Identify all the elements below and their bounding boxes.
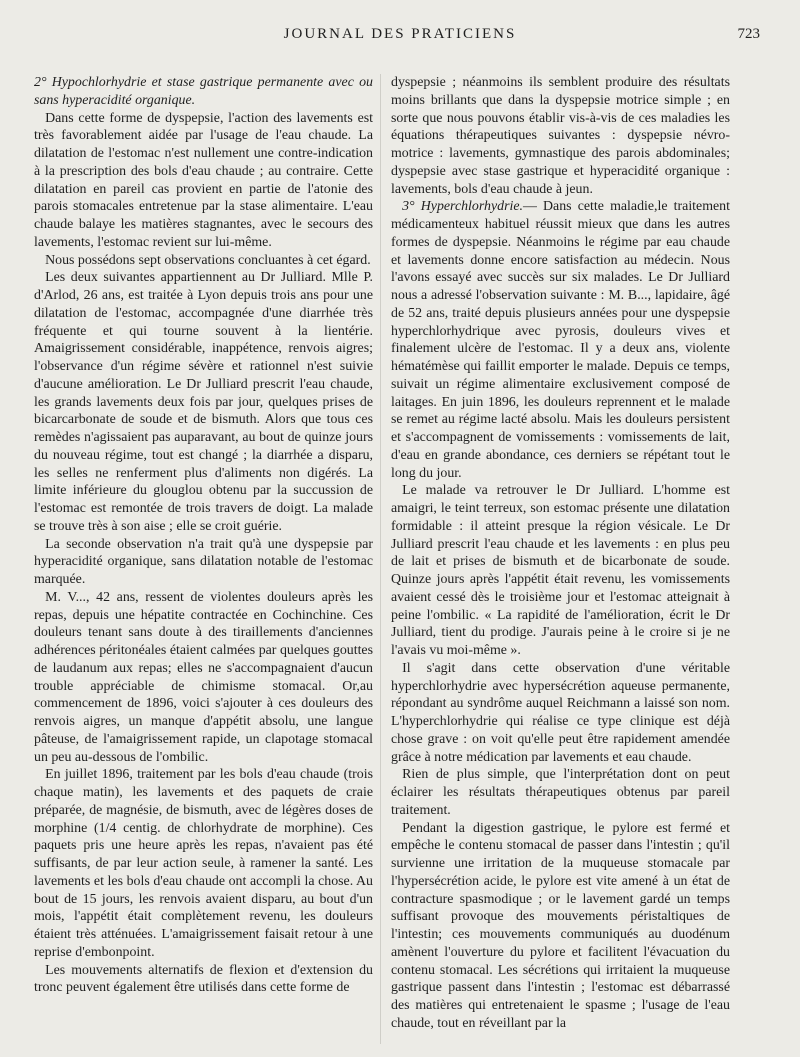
column-divider (380, 74, 381, 1044)
paragraph: Les mouvements alternatifs de flexion et d'extension du tronc peuvent également être utilisés dans cette forme de (34, 962, 373, 996)
paragraph-heading: 2° Hypochlorhydrie et stase gastrique permanente avec ou sans hyperacidité organique. (34, 75, 373, 108)
paragraph: Le malade va retrouver le Dr Julliard. L'homme est amaigri, le teint terreux, son estomac présente une dilatation formidable : il atteint presque la région vésicale. Le Dr Julliard prescrit l'eau chaude et les lavements : en plus peu de lait et prises de bismuth et de bicarbonate de soude. Quinze jours après l'appétit était revenu, les vomissements avaient cessé dès le troisième jour et l'estomac atteignait à peine l'ombilic. « La rapidité de l'amélioration, écrit le Dr Julliard, tient du prodige. J'aurais peine à le croire si je ne l'avais vu moi-même ». (391, 483, 730, 658)
paragraph-heading: 3° Hyperchlorhydrie. (402, 199, 523, 215)
page-header (30, 26, 770, 48)
paragraph-body: — Dans cette maladie,le traitement médicamenteux habituel réussit mieux que dans les autres formes de dyspepsie. Néanmoins le régime par eau chaude et lavements donne encore satisfaction au médecin. Nous l'avons essayé avec succès sur six malades. Le Dr Julliard nous a adressé l'observation suivante : M. B..., lapidaire, âgé de 52 ans, traité depuis plusieurs années pour une dyspepsie hyperchlorhydrique avec pyrosis, douleurs vives et finalement ulcère de l'estomac. Il y a deux ans, violente hématémèse qui faillit emporter le malade. Depuis ce temps, suivait un régime alimentaire exclusivement composé de laitages. En juin 1896, les douleurs reprennent et le malade se remet au régime lacté absolu. Mais les douleurs persistent et s'accompagnent de vomissements : vomissements de lait, d'eau en grande abondance, ces derniers se répétant tout le long du jour. (391, 199, 730, 481)
paragraph: dyspepsie ; néanmoins ils semblent produire des résultats moins brillants que dans la dyspepsie motrice simple ; en sorte que nous pouvons établir vis-à-vis de ces maladies les équations thérapeutiques suivantes : dyspepsie névro-motrice : lavements, gymnastique des parois abdominales; dyspepsie avec stase gastrique et hyperacidité organique : lavements, bols d'eau chaude à jeun. (391, 75, 730, 197)
paragraph: En juillet 1896, traitement par les bols d'eau chaude (trois chaque matin), les lavements et des paquets de craie préparée, de magnésie, de bismuth, avec de légères doses de morphine (1/4 centig. de chlorhydrate de morphine). Ces paquets pris une heure après les repas, n'avaient pas été suffisants, de par leur action seule, à ramener la santé. Les lavements et les bols d'eau chaude ont accompli la chose. Au bout de 15 jours, les renvois avaient disparu, au bout d'un mois, l'appétit était complètement revenu, les douleurs étaient très atténuées. L'amaigrissement faisait retour à une reprise d'embonpoint. (34, 767, 373, 960)
page-number: 723 (737, 26, 760, 42)
paragraph: Les deux suivantes appartiennent au Dr Julliard. Mlle P. d'Arlod, 26 ans, est traitée à Lyon depuis trois ans pour une dilatation de l'estomac, accompagnée d'une diarrhée très fréquente et qui tourne souvent à la lientérie. Amaigrissement considérable, inappétence, renvois aigres; l'observance d'un régime sévère et rationnel n'est suivie d'aucune amélioration. Le Dr Julliard prescrit l'eau chaude, les grands lavements deux fois par jour, quelques prises de bicarcarbonate de soude et de bismuth. Alors que tous ces remèdes n'agissaient pas auparavant, au bout de quinze jours du nouveau régime, tout est changé ; la diarrhée a disparu, les selles ne renferment plus d'aliments non digérés. La limite inférieure du glouglou obtenu par la succussion de l'estomac est remontée de trois travers de doigt. La malade se trouve très à son aise ; elle se croit guérie. (34, 270, 373, 534)
paragraph: La seconde observation n'a trait qu'à une dyspepsie par hyperacidité organique, sans dilatation notable de l'estomac marquée. (34, 536, 373, 587)
paragraph: Nous possédons sept observations concluantes à cet égard. (45, 252, 371, 268)
paragraph (391, 198, 730, 482)
right-column (391, 74, 730, 1033)
paragraph: Rien de plus simple, que l'interprétation dont on peut éclairer les résultats thérapeutiques obtenus par pareil traitement. (391, 767, 730, 818)
left-column (34, 74, 373, 997)
paragraph: Il s'agit dans cette observation d'une véritable hyperchlorhydrie avec hypersécrétion aqueuse permanente, répondant au syndrôme auquel Reichmann a laissé son nom. L'hyperchlorhydrie qui réalise ce type clinique est déjà chose grave : on voit qu'elle peut être rapidement amendée grâce à notre médication par lavements et eau chaude. (391, 660, 730, 765)
running-title: JOURNAL DES PRATICIENS (283, 26, 517, 42)
paragraph: Dans cette forme de dyspepsie, l'action des lavements est très favorablement aidée par l'usage de l'eau chaude. La dilatation de l'estomac n'est nullement une contre-indication à la prescription des bols d'eau chaude ; au contraire. Cette dilatation en pareil cas provient en partie de l'atonie des parois stomacales entretenue par la stase alimentaire. L'eau chaude balaye les matières stagnantes, avec le secours des lavements, l'estomac revient sur lui-même. (34, 110, 373, 250)
paragraph: Pendant la digestion gastrique, le pylore est fermé et empêche le contenu stomacal de passer dans l'intestin ; qu'il survienne une irritation de la muqueuse stomacale par l'hypersécrétion acide, le pylore est vite amené à un état de contracture spasmodique ; or le lavement gardé un temps suffisant provoque des mouvements péristaltiques de l'intestin; ces mouvements communiqués au duodénum amènent l'ouverture du pylore et facilitent l'évacuation du contenu stomacal. Les sécrétions qui irritaient la muqueuse gastrique passent dans l'intestin ; l'estomac est débarrassé des matières qui entretenaient le spasme ; l'usage de l'eau chaude, tout en réveillant par la (391, 820, 730, 1031)
paragraph: M. V..., 42 ans, ressent de violentes douleurs après les repas, depuis une hépatite contractée en Cochinchine. Ces douleurs tenant sans doute à des tiraillements d'anciennes adhérences péritonéales étaient calmées par quelques gouttes de laudanum aux repas; elles ne s'accompagnaient d'aucun trouble appréciable de chimisme stomacal. Or,au commencement de 1896, voici s'ajouter à ces douleurs des renvois aigres, un manque d'appétit absolu, une langue pâteuse, de l'amaigrissement rapide, un clapotage stomacal un peu au-dessous de l'ombilic. (34, 589, 373, 765)
paragraph (34, 74, 373, 110)
